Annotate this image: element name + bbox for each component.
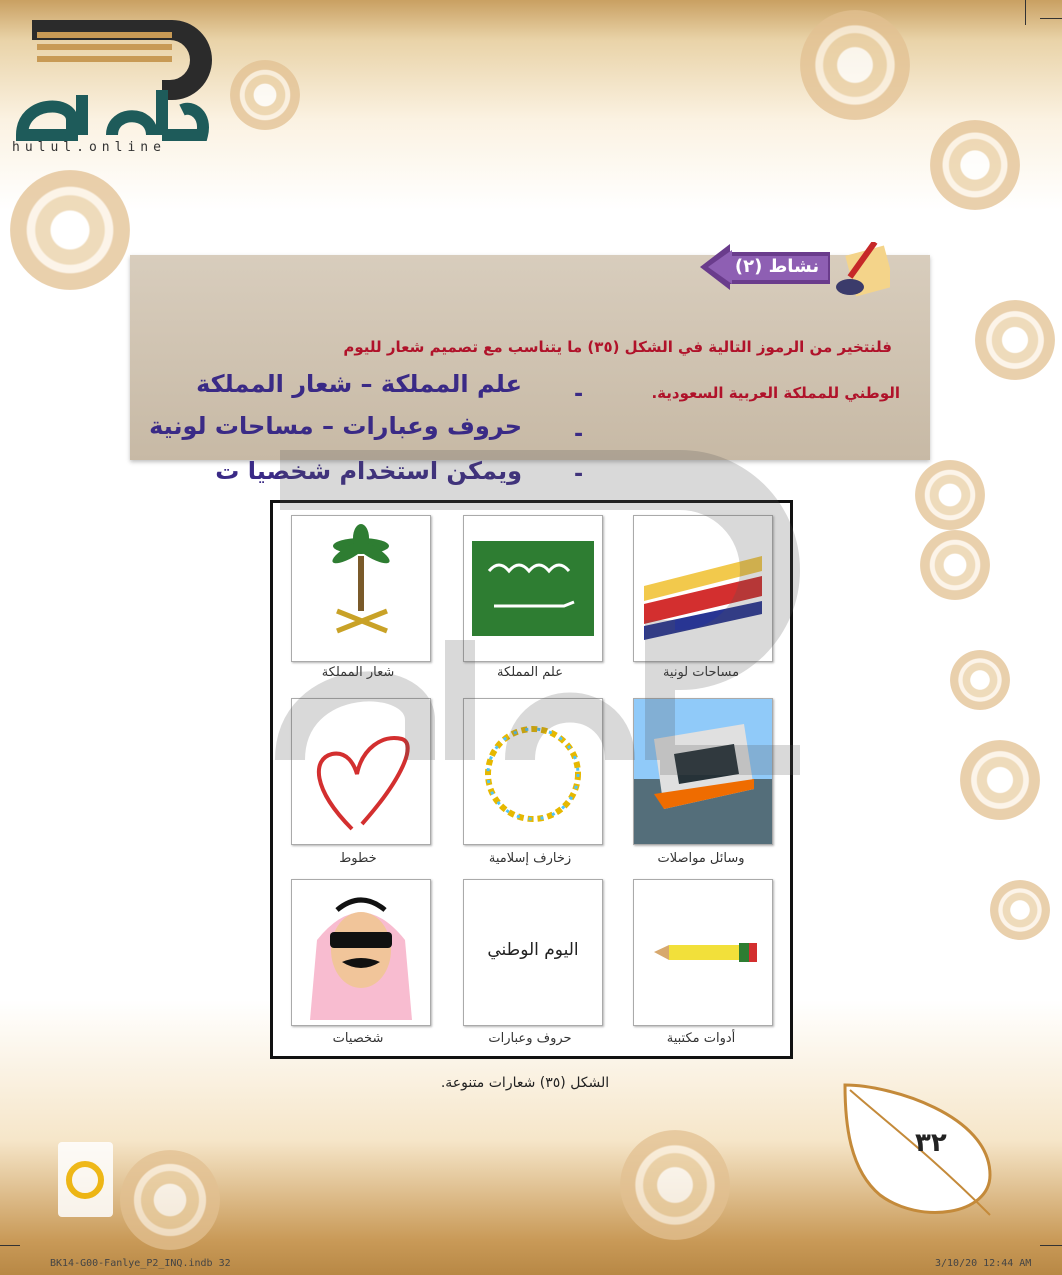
crop-mark xyxy=(1025,0,1026,25)
heart-line-icon xyxy=(292,699,430,844)
answer-line-1: علم المملكة – شعار المملكة xyxy=(196,370,522,398)
lines-cell xyxy=(291,698,431,845)
crop-mark xyxy=(1040,18,1062,19)
figure-caption: الشكل (٣٥) شعارات متنوعة. xyxy=(440,1075,610,1091)
hulul-logo xyxy=(12,10,212,155)
caption-lines: خطوط xyxy=(339,851,377,866)
activity-title: نشاط (٢) xyxy=(734,256,820,277)
instruction-line-2: الوطني للمملكة العربية السعودية. xyxy=(651,384,900,402)
caption-transport: وسائل مواصلات xyxy=(657,851,745,866)
figure-frame xyxy=(270,500,793,1059)
footer-timestamp: 3/10/20 12:44 AM xyxy=(935,1258,1032,1269)
answer-line-2: حروف وعبارات – مساحات لونية xyxy=(149,412,522,440)
page-number: ٣٢ xyxy=(915,1128,947,1158)
logo-latin-text: hulul.online xyxy=(12,140,166,155)
text-card-cell xyxy=(463,879,603,1026)
saudi-flag-icon xyxy=(464,516,602,661)
train-cell xyxy=(633,698,773,845)
footer-file-info: BK14-G00-Fanlye_P2_INQ.indb 32 xyxy=(50,1258,231,1269)
color-stripes-icon xyxy=(634,516,772,661)
caption-characters: شخصيات xyxy=(332,1031,384,1046)
color-stripes-cell xyxy=(633,515,773,662)
caption-ornament: زخارف إسلامية xyxy=(488,851,572,866)
crop-mark xyxy=(1040,1245,1062,1246)
caption-letters: حروف وعبارات xyxy=(488,1031,572,1046)
caption-emblem: شعار المملكة xyxy=(321,665,395,680)
corner-logo-icon xyxy=(58,1142,113,1217)
metro-train-icon xyxy=(634,699,772,844)
answer-line-3: ويمكن استخدام شخصيا ت xyxy=(215,457,522,485)
stationery-cell xyxy=(633,879,773,1026)
islamic-ornament-icon xyxy=(464,699,602,844)
saudi-emblem-icon xyxy=(292,516,430,661)
caption-flag: علم المملكة xyxy=(497,665,563,680)
instruction-line-1: فلنتخير من الرموز التالية في الشكل (٣٥) ما يتناسب مع تصميم شعار لليوم xyxy=(343,338,892,356)
bullet-dash: - xyxy=(574,382,584,407)
crop-mark xyxy=(0,1245,20,1246)
text-card-label: اليوم الوطني xyxy=(487,940,579,960)
emblem-cell xyxy=(291,515,431,662)
bullet-dash: - xyxy=(574,422,584,447)
caption-color-stripes: مساحات لونية xyxy=(662,665,740,680)
caption-stationery: أدوات مكتبية xyxy=(666,1031,736,1046)
flag-cell xyxy=(463,515,603,662)
pencil-icon xyxy=(634,880,772,1025)
character-cell xyxy=(291,879,431,1026)
saudi-man-icon xyxy=(292,880,430,1025)
bullet-dash: - xyxy=(574,462,584,487)
ornament-cell xyxy=(463,698,603,845)
